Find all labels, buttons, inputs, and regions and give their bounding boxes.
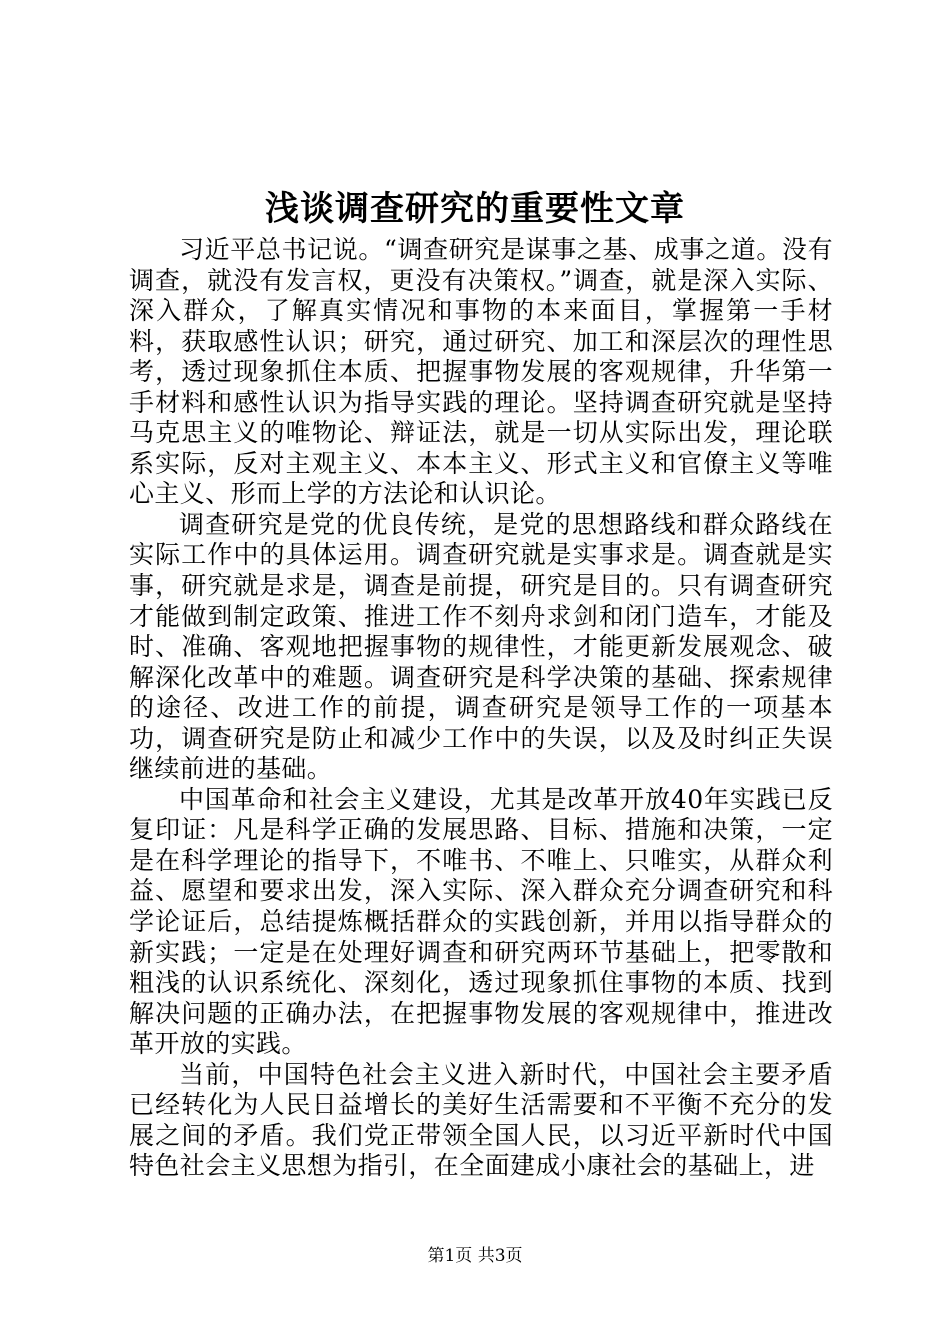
document-body bbox=[129, 235, 833, 1182]
document-title: 浅谈调查研究的重要性文章 bbox=[265, 189, 685, 229]
paragraph: 习近平总书记说。“调查研究是谋事之基、成事之道。没有调查，就没有发言权，更没有决策权。”调查，就是深入实际、深入群众，了解真实情况和事物的本来面目，掌握第一手材料，获取感性认识；研究，通过研究、加工和深层次的理性思考，透过现象抓住本质、把握事物发展的客观规律，升华第一手材料和感性认识为指导实践的理论。坚持调查研究就是坚持马克思主义的唯物论、辩证法，就是一切从实际出发，理论联系实际，反对主观主义、本本主义、形式主义和官僚主义等唯心主义、形而上学的方法论和认识论。 bbox=[129, 235, 833, 509]
paragraph: 当前，中国特色社会主义进入新时代，中国社会主要矛盾已经转化为人民日益增长的美好生活需要和不平衡不充分的发展之间的矛盾。我们党正带领全国人民，以习近平新时代中国特色社会主义思想为指引，在全面建成小康社会的基础上，进 bbox=[129, 1059, 833, 1181]
page-number-footer: 第1页 共3页 bbox=[427, 1246, 523, 1266]
paragraph: 中国革命和社会主义建设，尤其是改革开放40年实践已反复印证：凡是科学正确的发展思路、目标、措施和决策，一定是在科学理论的指导下，不唯书、不唯上、只唯实，从群众利益、愿望和要求出发，深入实际、深入群众充分调查研究和科学论证后，总结提炼概括群众的实践创新，并用以指导群众的新实践；一定是在处理好调查和研究两环节基础上，把零散和粗浅的认识系统化、深刻化，透过现象抓住事物的本质、找到解决问题的正确办法，在把握事物发展的客观规律中，推进改革开放的实践。 bbox=[129, 784, 833, 1059]
paragraph: 调查研究是党的优良传统，是党的思想路线和群众路线在实际工作中的具体运用。调查研究就是实事求是。调查就是实事，研究就是求是，调查是前提，研究是目的。只有调查研究才能做到制定政策、推进工作不刻舟求剑和闭门造车，才能及时、准确、客观地把握事物的规律性，才能更新发展观念、破解深化改革中的难题。调查研究是科学决策的基础、探索规律的途径、改进工作的前提，调查研究是领导工作的一项基本功，调查研究是防止和减少工作中的失误，以及及时纠正失误继续前进的基础。 bbox=[129, 509, 833, 784]
